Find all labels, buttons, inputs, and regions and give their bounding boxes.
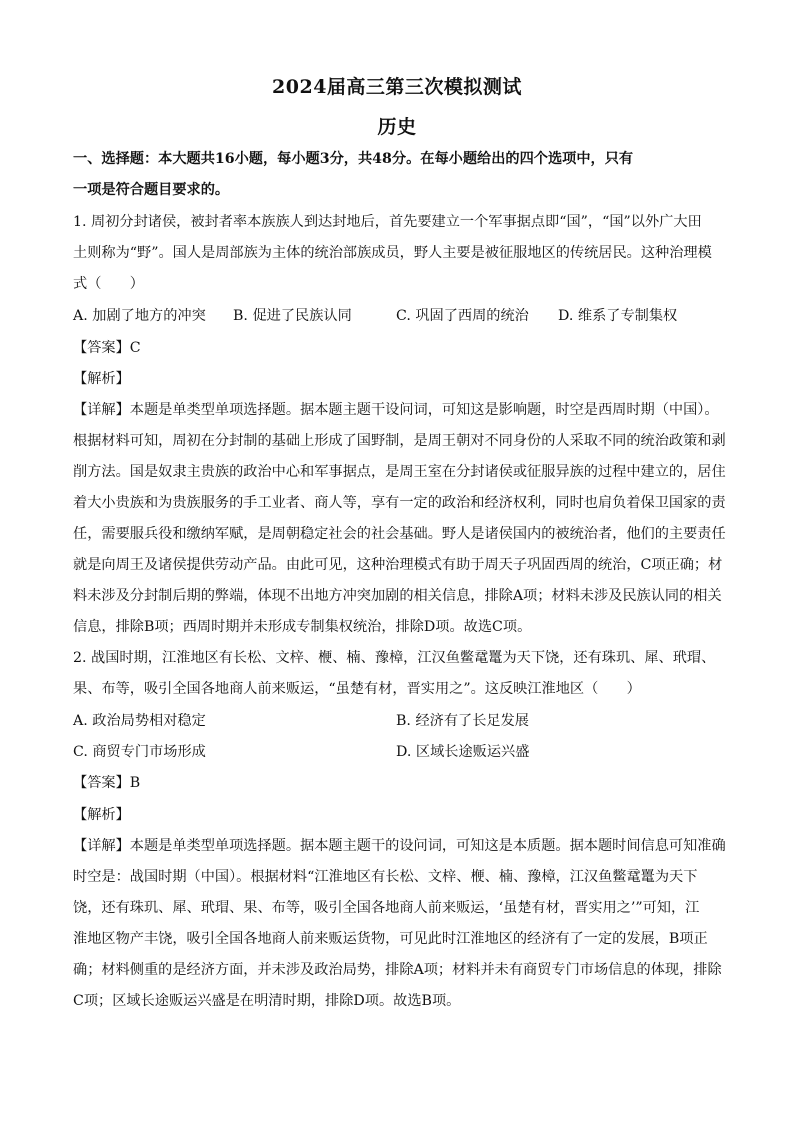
q1-detail-line-8: 信息，排除B项；西周时期并未形成专制集权统治，排除D项。故选C项。 [73, 619, 532, 635]
q1-detail-line-2: 根据材料可知，周初在分封制的基础上形成了国野制，是周王朝对不同身份的人采取不同的统治政策和剥 [73, 433, 726, 449]
q1-detail-line-1: 【详解】本题是单类型单项选择题。据本题主题干设问词，可知这是影响题，时空是西周时期（中国）。 [73, 402, 719, 418]
subject-title: 历史 [377, 116, 417, 138]
q1-detail-line-7: 料未涉及分封制后期的弊端，体现不出地方冲突加剧的相关信息，排除A项；材料未涉及民族认同的相关 [73, 588, 722, 604]
section-heading-line-2: 一项是符合题目要求的。 [73, 182, 230, 198]
q2-detail-line-6: C项；区域长途贩运兴盛是在明清时期，排除D项。故选B项。 [73, 993, 461, 1009]
q2-answer: 【答案】B [73, 775, 141, 791]
q1-stem-line-1: 1. 周初分封诸侯，被封者率本族族人到达封地后，首先要建立一个军事据点即“国”，“国”以外广大田 [73, 214, 702, 230]
q1-detail-line-4: 着大小贵族和为贵族服务的手工业者、商人等，享有一定的政治和经济权利，同时也肩负着保卫国家的责 [73, 495, 726, 511]
q1-option-a: A. 加剧了地方的冲突 [73, 308, 206, 324]
q2-option-d: D. 区域长途贩运兴盛 [396, 744, 530, 760]
q2-analysis-label: 【解析】 [73, 807, 130, 823]
q1-option-d: D. 维系了专制集权 [558, 308, 678, 324]
q2-option-a: A. 政治局势相对稳定 [73, 713, 206, 729]
q2-detail-line-4: 淮地区物产丰饶，吸引全国各地商人前来贩运货物，可见此时江淮地区的经济有了一定的发展，B项正 [73, 931, 708, 947]
q1-option-b: B. 促进了民族认同 [233, 308, 352, 324]
q1-analysis-label: 【解析】 [73, 371, 130, 387]
q2-detail-line-5: 确；材料侧重的是经济方面，并未涉及政治局势，排除A项；材料并未有商贸专门市场信息的体现，排除 [73, 962, 722, 978]
q1-detail-line-6: 就是向周王及诸侯提供劳动产品。由此可见，这种治理模式有助于周天子巩固西周的统治，C项正确；材 [73, 557, 723, 573]
q1-stem-line-2: 土则称为“野”。国人是周部族为主体的统治部族成员，野人主要是被征服地区的传统居民。这种治理模 [73, 245, 712, 261]
q2-option-c: C. 商贸专门市场形成 [73, 744, 206, 760]
q1-answer: 【答案】C [73, 340, 141, 356]
q1-detail-line-5: 任，需要服兵役和缴纳军赋，是周朝稳定社会的社会基础。野人是诸侯国内的被统治者，他们的主要责任 [73, 526, 726, 542]
q1-option-c: C. 巩固了西周的统治 [396, 308, 529, 324]
section-heading-line-1: 一、选择题：本大题共16小题，每小题3分，共48分。在每小题给出的四个选项中，只有 [73, 151, 634, 167]
q2-detail-line-1: 【详解】本题是单类型单项选择题。据本题主题干的设问词，可知这是本质题。据本题时间信息可知准确 [73, 838, 726, 854]
q2-option-b: B. 经济有了长足发展 [396, 713, 529, 729]
page-title: 2024届高三第三次模拟测试 [272, 76, 522, 98]
q1-stem-line-3: 式（ ） [73, 276, 144, 292]
q1-detail-line-3: 削方法。国是奴隶主贵族的政治中心和军事据点，是周王室在分封诸侯或征服异族的过程中建立的，居住 [73, 464, 726, 480]
q2-stem-line-2: 果、布等，吸引全国各地商人前来贩运，“虽楚有材，晋实用之”。这反映江淮地区（ ） [73, 681, 641, 697]
q2-detail-line-2: 时空是：战国时期（中国）。根据材料“江淮地区有长松、文梓、楩、楠、豫樟，江汉鱼鳖鼋鼍为天下 [73, 869, 698, 885]
q2-stem-line-1: 2. 战国时期，江淮地区有长松、文梓、楩、楠、豫樟，江汉鱼鳖鼋鼍为天下饶，还有珠玑、犀、玳瑁、 [73, 650, 716, 666]
q2-detail-line-3: 饶，还有珠玑、犀、玳瑁、果、布等，吸引全国各地商人前来贩运，‘虽楚有材，晋实用之’”可知，江 [73, 900, 700, 916]
